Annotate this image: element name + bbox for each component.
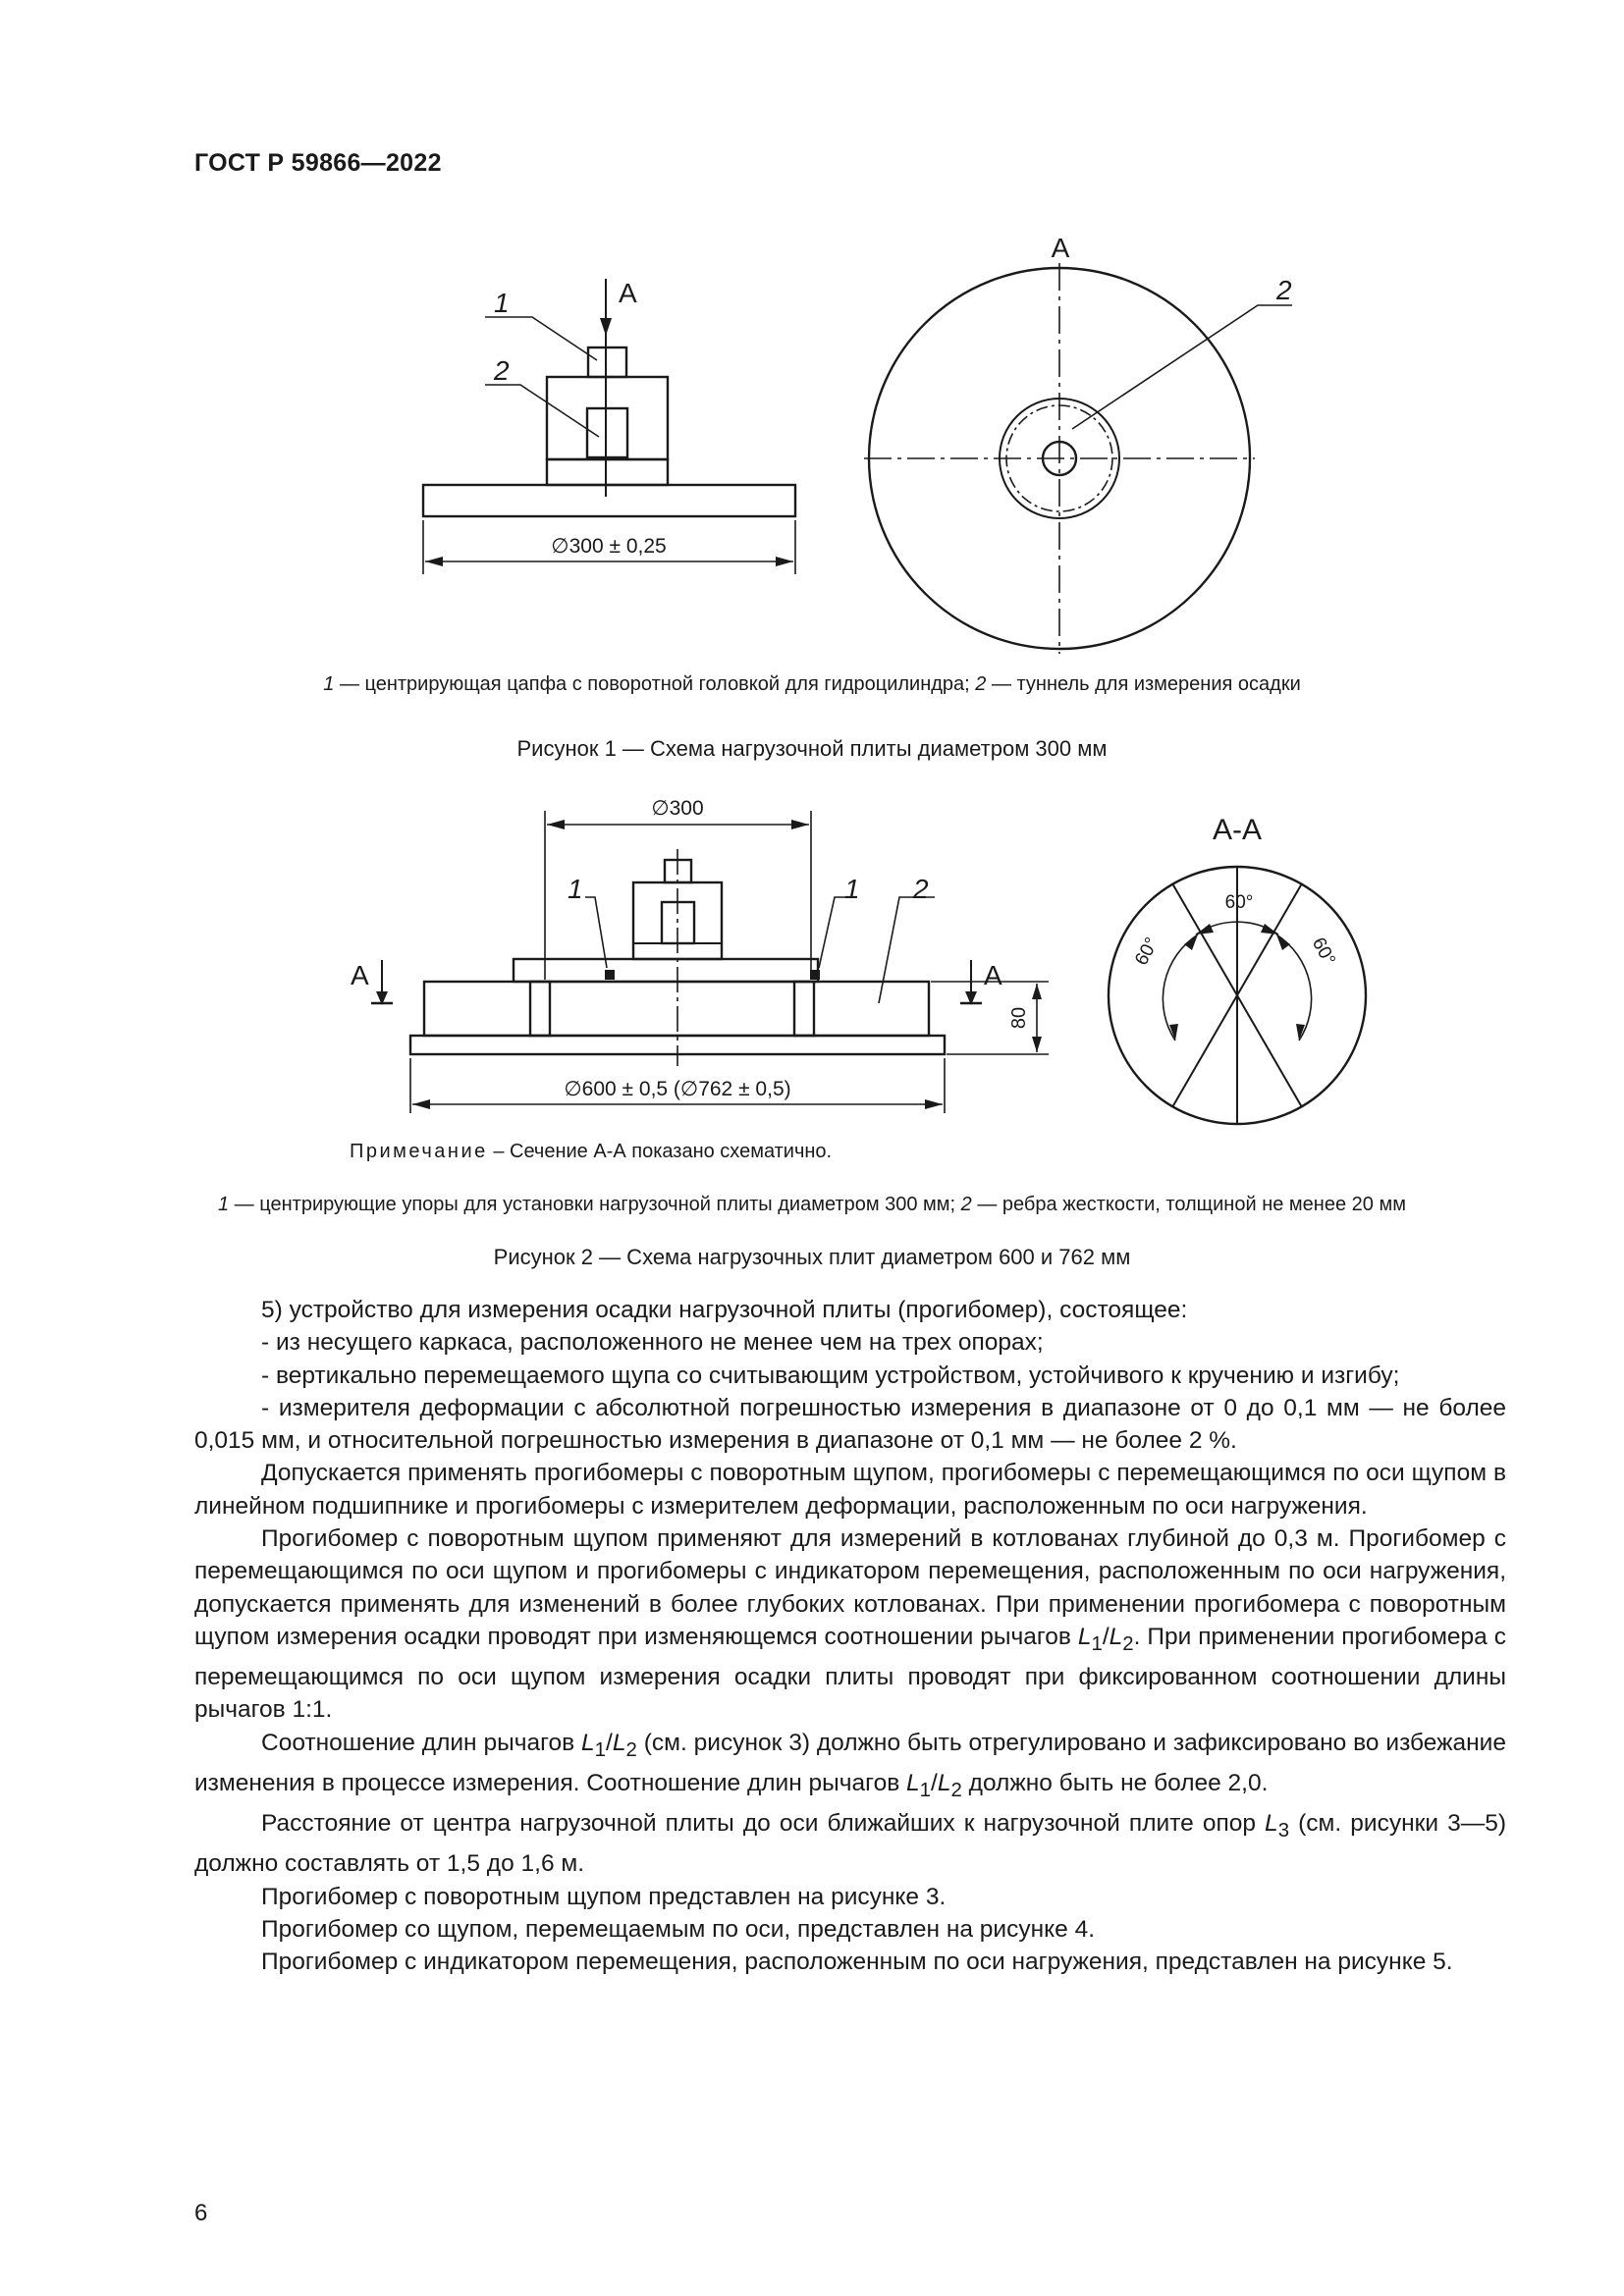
fig1-base-plate <box>423 485 795 516</box>
fig2-dim-height: 80 <box>1008 1006 1030 1030</box>
paragraph: Прогибомер со щупом, перемещаемым по оси, представлен на рисунке 4. <box>261 1915 1096 1943</box>
paragraph: Соотношение длин рычагов $L_1/L_2$ (см. рисунок 3) должно быть отрегулировано и зафиксировано во избежание изменения в процессе измерения. Соотношение длин рычагов $L_1/L_2$ должно быть не более 2,0. <box>194 1729 1506 1801</box>
figure-2-note: Примечание – Сечение А-А показано схематично. <box>350 1141 833 1162</box>
fig1-lower-block <box>547 459 668 485</box>
fig2-main-plate <box>424 982 929 1036</box>
fig2-section-label: A-A <box>1212 814 1263 846</box>
fig2-dim-top: ∅300 <box>651 797 704 820</box>
fig2-dim-bottom: ∅600 ± 0,5 (∅762 ± 0,5) <box>564 1078 791 1100</box>
fig2-stop-left <box>605 970 615 980</box>
fig2-label-A-right: A <box>984 960 1002 990</box>
fig1-arrow-A <box>600 318 612 336</box>
paragraph: Прогибомер с индикатором перемещения, расположенным по оси нагружения, представлен на рисунке 5. <box>261 1949 1453 1976</box>
paragraph: Прогибомер с поворотным щупом представлен на рисунке 3. <box>261 1883 947 1910</box>
fig2-angle-left: 60° <box>1131 934 1164 970</box>
figure-2-legend: 1 — центрирующие упоры для установки нагрузочной плиты диаметром 300 мм; 2 — ребра жесткости, толщиной не менее 20 мм <box>218 1194 1406 1215</box>
paragraph: 5) устройство для измерения осадки нагрузочной плиты (прогибомер), состоящее: <box>261 1297 1188 1323</box>
fig2-label-1-left: 1 <box>568 874 583 904</box>
paragraph: Прогибомер с поворотным щупом применяют для измерений в котлованах глубиной до 0,3 м. Прогибомер с перемещающимся по оси щупом и прогибомеры с индикатором перемещения, расположенным по оси нагружения, допускается применять для изменений в более глубоких котлованах. При применении прогибомера с поворотным щупом измерения осадки проводят при изменяющемся соотношении рычагов $L_1/L_2$. При применении прогибомера с перемещающимся по оси щупом измерения осадки плиты проводят при фиксированном соотношении длины рычагов 1:1. <box>194 1525 1506 1724</box>
ratio-L1-L2: $L_1/L_2$ <box>1077 1623 1134 1655</box>
paragraph: - измерителя деформации с абсолютной погрешностью измерения в диапазоне от 0 до 0,1 мм — не более 0,015 мм, и относительной погрешностью измерения в диапазоне от 0,1 мм — не более 2 %. <box>194 1394 1506 1455</box>
paragraph: - вертикально перемещаемого щупа со считывающим устройством, устойчивого к кручению и изгибу; <box>261 1362 1400 1389</box>
paragraph: - из несущего каркаса, расположенного не менее чем на трех опорах; <box>261 1329 1044 1357</box>
fig2-label-A-left: A <box>351 960 369 990</box>
fig1-plan-label-2: 2 <box>1276 275 1292 305</box>
body-text <box>194 1294 1506 1979</box>
fig1-label-A: A <box>619 278 637 308</box>
page-number: 6 <box>194 2200 208 2226</box>
fig1-pivot-pin <box>588 347 626 377</box>
fig1-plan-label-A: A <box>1051 233 1070 263</box>
fig2-rib-left <box>530 982 550 1036</box>
paragraph: Расстояние от центра нагрузочной плиты до оси ближайших к нагрузочной плите опор $L_3$ (см. рисунки 3—5) должно составлять от 1,5 до 1,6 м. <box>194 1810 1506 1878</box>
fig1-dimension: ∅300 ± 0,25 <box>551 535 667 558</box>
figure-1-drawing <box>0 216 1624 667</box>
fig2-angle-right: 60° <box>1307 934 1339 970</box>
figure-1-title: Рисунок 1 — Схема нагрузочной плиты диаметром 300 мм <box>516 736 1108 761</box>
paragraph: Допускается применять прогибомеры с поворотным щупом, прогибомеры с перемещающимся по оси щупом в линейном подшипнике и прогибомеры с измерителем деформации, расположенным по оси нагружения. <box>194 1460 1506 1520</box>
fig2-angle-top: 60° <box>1224 892 1254 913</box>
fig1-upper-block <box>547 377 668 459</box>
fig1-label-2: 2 <box>494 355 510 386</box>
figure-1-legend: 1 — центрирующая цапфа с поворотной головкой для гидроцилиндра; 2 — туннель для измерения осадки <box>323 673 1301 695</box>
figure-2-title: Рисунок 2 — Схема нагрузочных плит диаметром 600 и 762 мм <box>493 1245 1131 1269</box>
fig2-label-2: 2 <box>913 874 929 904</box>
figure-2-drawing <box>0 785 1624 1139</box>
fig2-label-1-right: 1 <box>844 874 860 904</box>
fig1-label-1: 1 <box>494 288 510 318</box>
page-header: ГОСТ Р 59866—2022 <box>194 149 442 177</box>
fig2-plate-300 <box>514 959 818 982</box>
fig2-rib-right <box>794 982 814 1036</box>
